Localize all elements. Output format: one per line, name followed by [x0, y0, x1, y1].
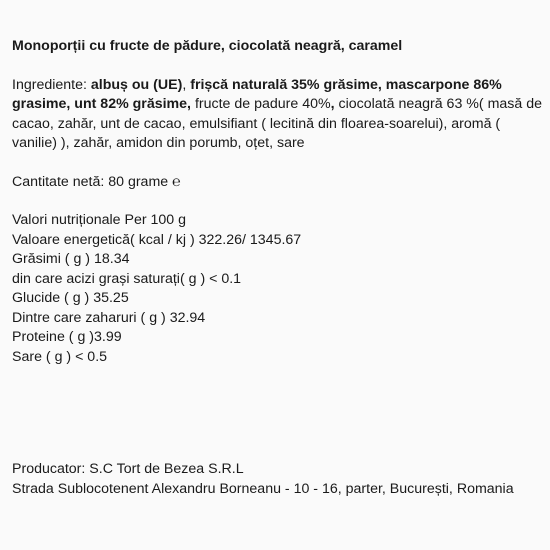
- ingredient-fruits: fructe de padure 40%: [191, 96, 331, 112]
- net-quantity-text: Cantitate netă: 80 grame: [12, 173, 173, 190]
- ingredient-rest: ciocolată neagră 63 %( masă de cacao, zahăr, unt de cacao, emulsifiant ( lecitină din floarea-soarelui), aromă ( vanilie) ), zahăr, amidon din porumb, oțet, sare: [12, 96, 542, 151]
- ingredient-comma: ,: [330, 96, 335, 112]
- ingredient-egg-white: albuș ou (UE): [90, 76, 183, 93]
- producer-name: Producator: S.C Tort de Bezea S.R.L: [12, 461, 244, 477]
- nutrition-row-fat: Grăsimi ( g ) 18.34: [12, 251, 130, 267]
- producer-address: Strada Sublocotenent Alexandru Borneanu - 10 - 16, parter, București, Romania: [12, 480, 514, 497]
- ingredient-dairy: frișcă naturală 35% grăsime, mascarpone 86% grasime, unt 82% grăsime,: [12, 76, 502, 112]
- product-label: [12, 37, 542, 367]
- product-title: Monoporții cu fructe de pădure, ciocolată neagră, caramel: [12, 38, 403, 54]
- ingredients-paragraph: [12, 76, 542, 154]
- producer-info: [12, 460, 542, 499]
- nutrition-row-protein: Proteine ( g )3.99: [12, 329, 122, 345]
- nutrition-table: [12, 211, 542, 367]
- ingredients-label: Ingrediente:: [12, 76, 91, 93]
- net-quantity: [12, 173, 542, 193]
- nutrition-row-sugars: Dintre care zaharuri ( g ) 32.94: [12, 309, 206, 326]
- nutrition-row-energy: Valoare energetică( kcal / kj ) 322.26/ 1345.67: [12, 231, 302, 248]
- nutrition-row-saturated-fat: din care acizi grași saturați( g ) < 0.1: [12, 270, 242, 287]
- estimated-sign-icon: ℮: [172, 173, 181, 190]
- nutrition-row-salt: Sare ( g ) < 0.5: [12, 348, 108, 365]
- nutrition-header: Valori nutriționale Per 100 g: [12, 212, 187, 228]
- ingredient-separator: ,: [182, 76, 191, 93]
- nutrition-row-carbs: Glucide ( g ) 35.25: [12, 290, 129, 306]
